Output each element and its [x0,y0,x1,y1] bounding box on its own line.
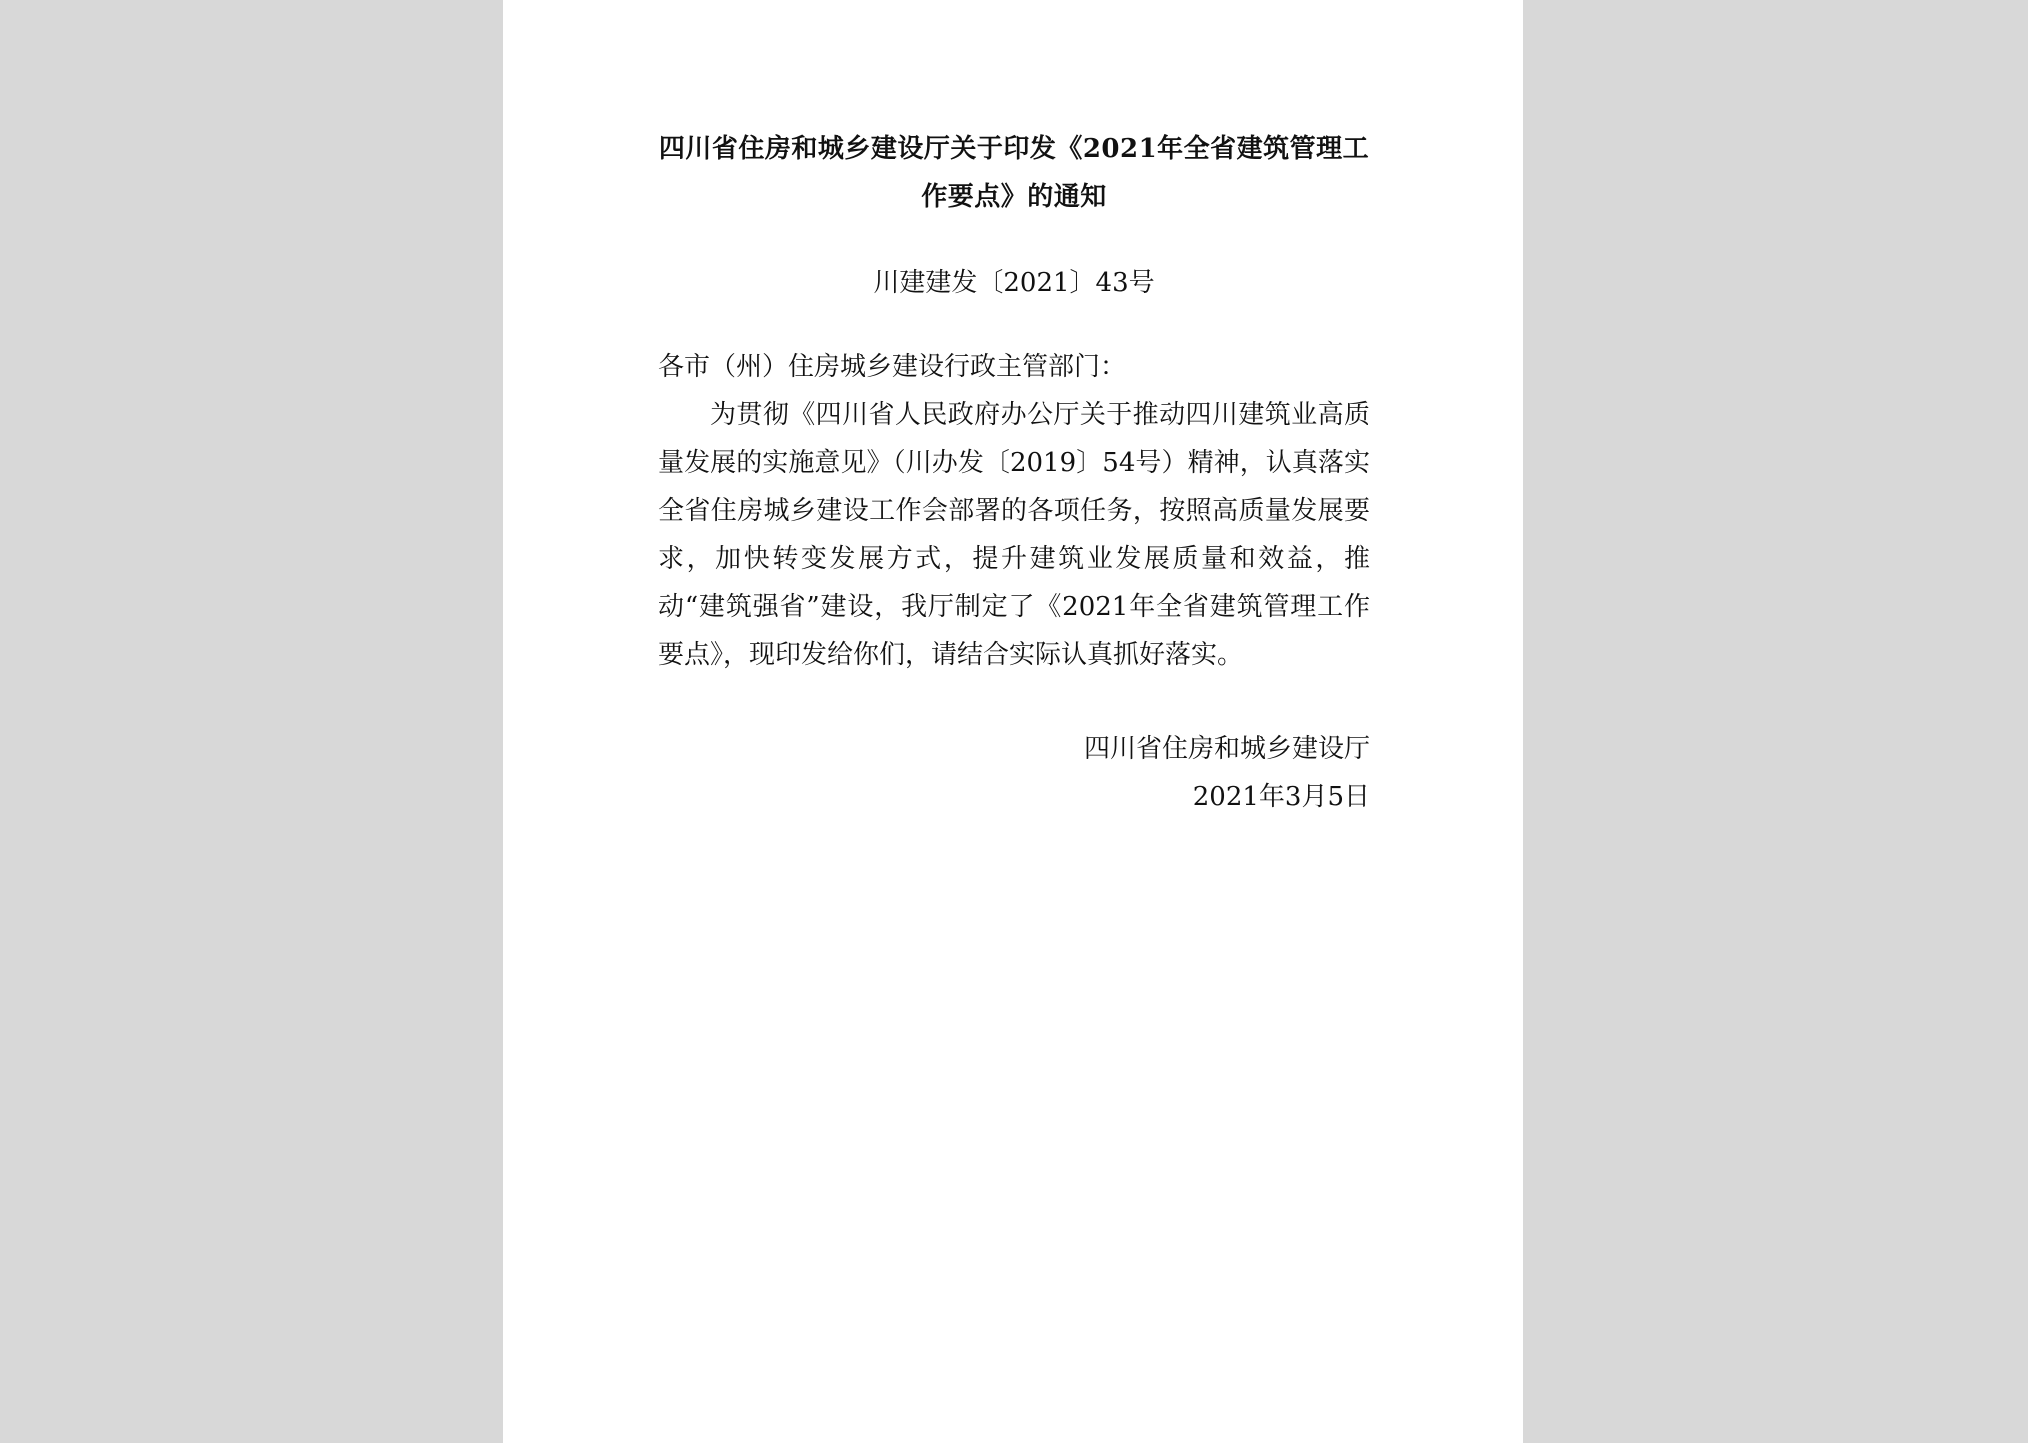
body-paragraph: 为贯彻《四川省人民政府办公厅关于推动四川建筑业高质量发展的实施意见》（川办发〔2019〕54号）精神，认真落实全省住房城乡建设工作会部署的各项任务，按照高质量发展要求，加快转变发展方式，提升建筑业发展质量和效益，推动“建筑强省”建设，我厅制定了《2021年全省建筑管理工作要点》，现印发给你们，请结合实际认真抓好落实。 [658,400,1370,670]
document-page [503,0,1523,1443]
signature-date: 2021年3月5日 [1192,782,1370,812]
document-number: 川建建发〔2021〕43号 [873,268,1155,298]
document-content [658,125,1370,821]
signature-organization: 四川省住房和城乡建设厅 [1083,734,1370,764]
signature-block [658,725,1370,821]
document-title: 四川省住房和城乡建设厅关于印发《2021年全省建筑管理工作要点》的通知 [658,134,1370,212]
addressee-line: 各市（州）住房城乡建设行政主管部门： [658,352,1127,382]
